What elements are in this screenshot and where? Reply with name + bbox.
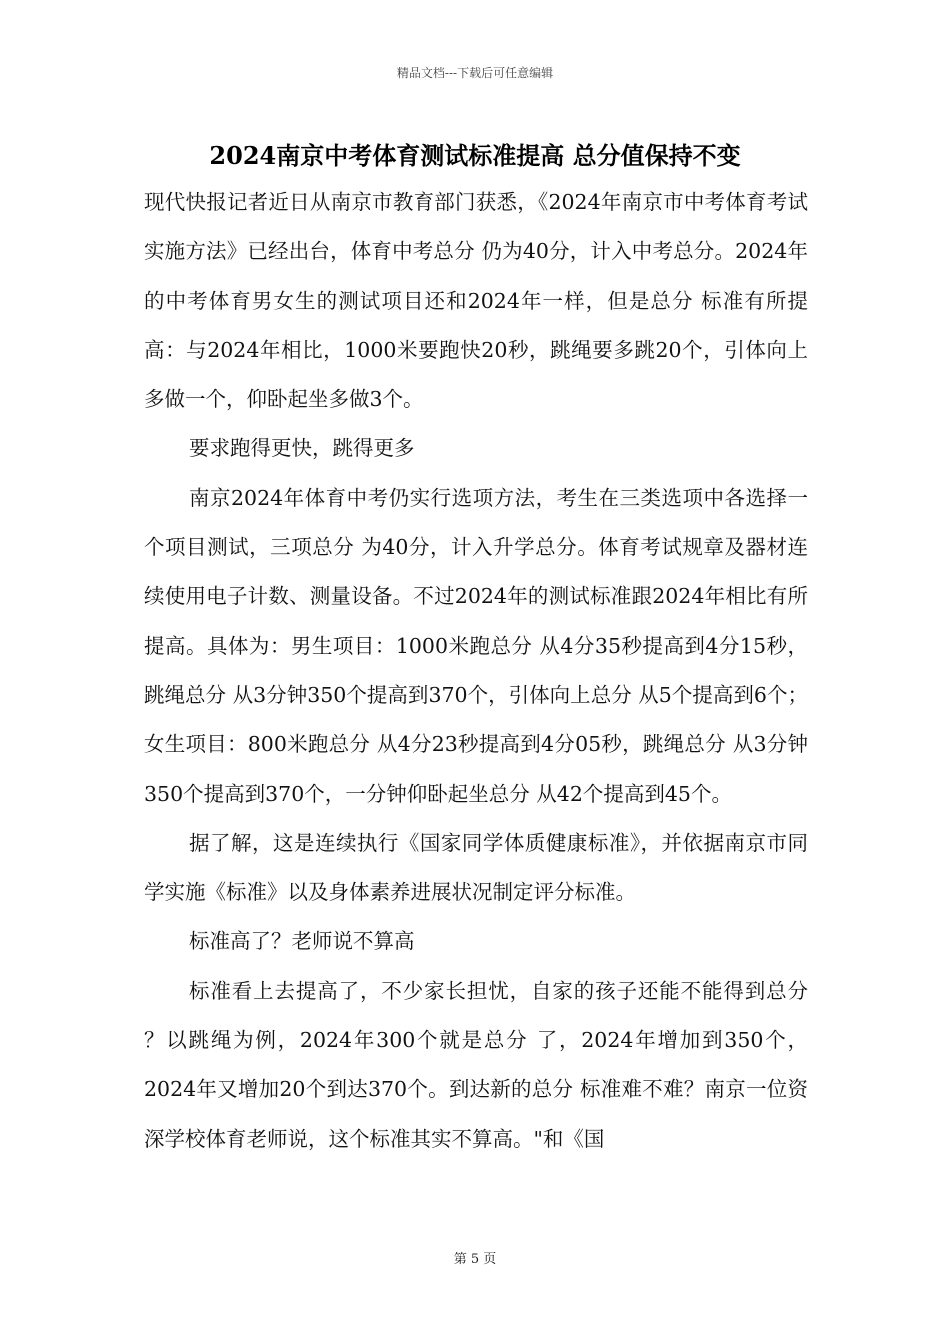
paragraph-standards: 南京2024年体育中考仍实行选项方法，考生在三类选项中各选择一个项目测试，三项总分 为40分，计入升学总分。体育考试规章及器材连续使用电子计数、测量设备。不过2024年的测试标准跟2024年相比有所提高。具体为：男生项目：1000米跑总分 从4分35秒提高到4分15秒，跳绳总分 从3分钟350个提高到370个，引体向上总分 从5个提高到6个；女生项目：800米跑总分 从4分23秒提高到4分05秒，跳绳总分 从3分钟350个提高到370个，一分钟仰卧起坐总分 从42个提高到45个。 <box>144 485 808 806</box>
paragraph-jump-rope: 标准看上去提高了，不少家长担忧，自家的孩子还能不能得到总分 ？以跳绳为例，2024年300个就是总分 了，2024年增加到350个，2024年又增加20个到达370个。到达新的总分 标准难不难？南京一位资深学校体育老师说，这个标准其实不算高。"和《国 <box>144 978 808 1151</box>
paragraph-basis: 据了解，这是连续执行《国家同学体质健康标准》，并依据南京市同学实施《标准》以及身体素养进展状况制定评分标准。 <box>144 830 808 905</box>
section-heading-teacher: 标准高了？老师说不算高 <box>189 929 415 954</box>
section-heading-faster: 要求跑得更快，跳得更多 <box>189 436 415 461</box>
page-header: 精品文档---下载后可任意编辑 <box>396 66 554 80</box>
article-title: 2024南京中考体育测试标准提高 总分值保持不变 <box>209 141 741 170</box>
article-body <box>144 178 808 1164</box>
page-number: 第 5 页 <box>453 1252 497 1267</box>
paragraph-intro: 现代快报记者近日从南京市教育部门获悉，《2024年南京市中考体育考试实施方法》已经出台，体育中考总分 仍为40分，计入中考总分。2024年的中考体育男女生的测试项目还和2024年一样，但是总分 标准有所提高：与2024年相比，1000米要跑快20秒，跳绳要多跳20个，引体向上多做一个，仰卧起坐多做3个。 <box>144 190 808 412</box>
